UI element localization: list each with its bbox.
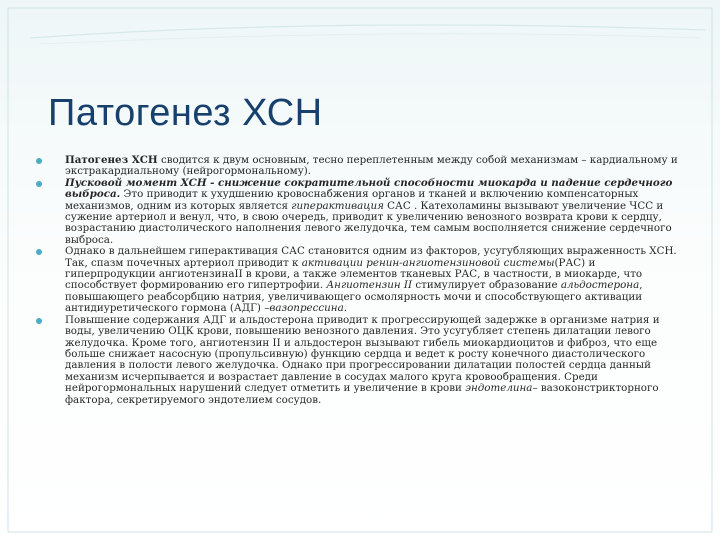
text-run: Повышение содержания АДГ и альдостерона приводит к прогрессирующей задержке в организме натрия и воды, увеличению ОЦК крови, повышению венозного давления. Это усугубляет степень дилатации левого желудочка. Кроме того, ангиотензин II и альдостерон вызывают гибель миокардиоцитов и фиброз, что еще больше снижает насосную (пропульсивную) функцию сердца и ведет к росту конечного диастолического давления в полости левого желудочка. Однако при прогрессировании дилатации полостей сердца данный механизм исчерпывается и возрастает давление в сосудах малого круга кровообращения. Среди нейрогормональных нарушений следует отметить и увеличение в крови	[65, 313, 660, 395]
text-run: Патогенез ХСН	[65, 154, 158, 166]
text-run: эндотелина	[465, 382, 533, 395]
text-run: стимулирует образование	[412, 279, 561, 292]
bullet-item	[36, 155, 688, 178]
text-run: Пусковой момент ХСН - снижение сократительной способности миокарда и падение сердечного выброса.	[65, 176, 673, 201]
bullet-text	[65, 246, 688, 314]
text-run: Однако в дальнейшем гиперактивация САС становится одним из факторов, усугубляющих выраженность ХСН. Так, спазм почечных артериол приводит к	[65, 245, 677, 269]
text-run: гиперактивация	[291, 199, 384, 212]
text-run: .	[343, 302, 347, 315]
bullet-item	[36, 315, 688, 406]
text-run: Это приводит к ухудшению кровоснабжения органов и тканей и включению компенсаторных механизмов, одним из которых является	[65, 188, 639, 212]
text-run: – вазоконстрикторного фактора, секретируемого эндотелием сосудов.	[65, 382, 659, 406]
bullet-marker-icon	[36, 318, 42, 324]
bullet-item	[36, 178, 688, 246]
bullet-marker-icon	[36, 158, 42, 164]
bullet-list	[36, 155, 688, 406]
text-run: (РАС) и гиперпродукции ангиотензинаII в крови, а также элементов тканевых РАС, в частности, в миокарде, что способствует формированию его гипертрофии.	[65, 256, 643, 292]
bullet-text	[65, 155, 688, 178]
text-run: альдостерона	[560, 279, 640, 292]
bullet-item	[36, 246, 688, 314]
text-run: сводится к двум основным, тесно переплетенным между собой механизмам – кардиальному и экстракардиальному (нейрогормональному).	[65, 154, 678, 178]
text-run: активации ренин-ангиотензиновой системы	[301, 256, 555, 269]
text-run: САС . Катехоламины вызывают увеличение ЧСС и сужение артериол и венул, что, в свою очередь, приводит к увеличению венозного возврата крови к сердцу, возрастанию диастолического наполнения левого желудочка, тем самым восполняется снижение сердечного выброса.	[65, 199, 672, 246]
page-title: Патогенез ХСН	[48, 92, 323, 134]
text-run: , повышающего реабсорбцию натрия, увеличивающего осмолярность мочи и способствующего активации антидиуретического гормона (АДГ) –	[65, 279, 643, 315]
bullet-text	[65, 178, 688, 246]
bullet-marker-icon	[36, 181, 42, 187]
text-run: Ангиотензин II	[326, 279, 413, 292]
bullet-marker-icon	[36, 249, 42, 255]
bullet-text	[65, 315, 688, 406]
text-run: вазопрессина	[269, 302, 344, 315]
